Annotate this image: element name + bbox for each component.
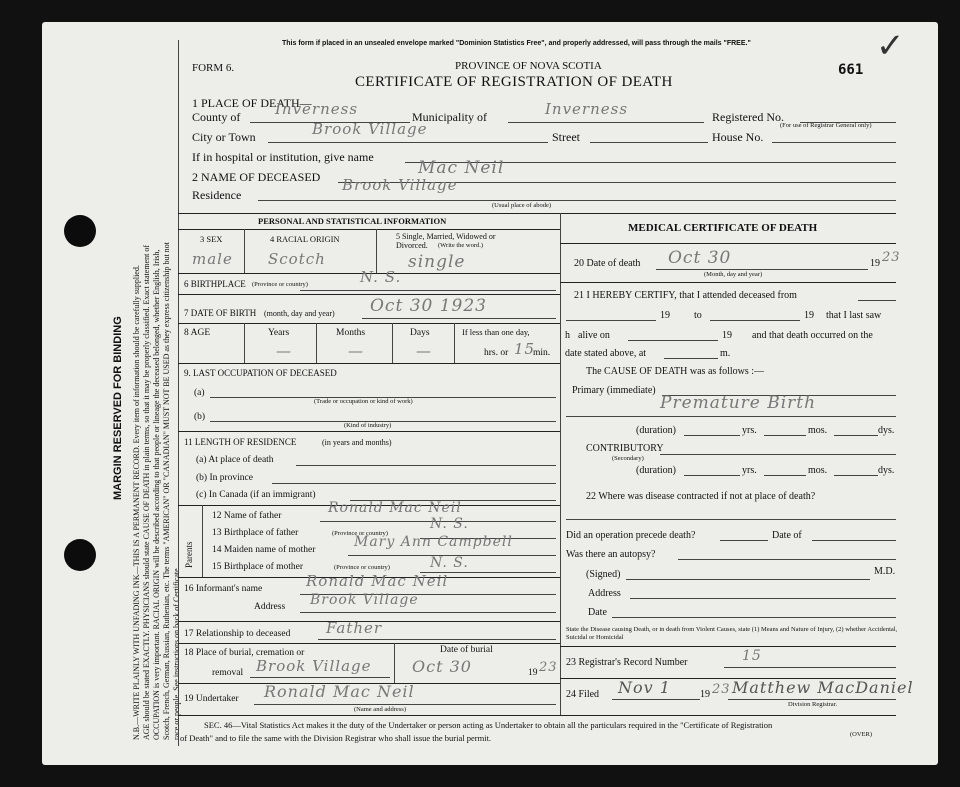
residence-label: Residence	[192, 188, 242, 202]
secondary-note: (Secondary)	[612, 455, 644, 462]
informant-address-line	[300, 612, 556, 613]
racial-origin-value: Scotch	[268, 250, 326, 268]
duration-days-line-2	[834, 475, 878, 476]
city-label: City or Town	[192, 130, 256, 144]
row-line	[178, 431, 560, 432]
physician-address-line	[630, 598, 896, 599]
date-of-death-label: 20 Date of death	[574, 258, 641, 269]
street-line	[590, 142, 708, 143]
informant-label: 16 Informant's name	[184, 584, 263, 594]
autopsy-label: Was there an autopsy?	[566, 549, 656, 560]
registrar-use-note: (For use of Registrar General only)	[780, 122, 872, 129]
certify-blank-line	[566, 320, 656, 321]
margin-note-line: AGE should be stated EXACTLY. PHYSICIANS should state CAUSE OF DEATH in plain terms, so that it may be properly classified. Exact statement of	[142, 245, 151, 740]
deceased-name-value: Mac Neil	[418, 158, 505, 178]
form-number: FORM 6.	[192, 62, 235, 74]
certify-to: to	[694, 310, 702, 321]
municipality-value: Inverness	[545, 100, 629, 118]
in-province-line	[272, 483, 556, 484]
place-of-death-heading: 1 PLACE OF DEATH—	[192, 96, 312, 110]
record-number-line	[724, 667, 896, 668]
margin-note-line: Scotch, French, German, Russian, Ruthenian, etc. The terms "AMERICAN" OR "CANADIAN" MUST NOT BE USED as they express citizenship but not	[162, 242, 171, 740]
autopsy-line	[678, 559, 896, 560]
county-label: County of	[192, 110, 241, 124]
certificate-number: 661	[838, 62, 864, 78]
row-line	[178, 323, 560, 324]
burial-year-prefix: 19	[528, 668, 538, 678]
marital-label-1: 5 Single, Married, Widowed or	[396, 232, 496, 241]
duration-months-line	[764, 435, 806, 436]
at-place-label: (a) At place of death	[196, 455, 274, 465]
duration-mos: mos.	[808, 425, 828, 436]
marital-status-value: single	[408, 252, 466, 272]
informant-address-label: Address	[254, 602, 286, 612]
mother-birthplace-label: 15 Birthplace of mother	[212, 562, 304, 572]
hrs-label: hrs. or	[484, 348, 509, 358]
duration-label: (duration)	[636, 425, 676, 436]
filed-year-prefix: 19	[700, 689, 710, 700]
registrar-signature: Matthew MacDaniel	[732, 678, 914, 697]
removal-label: removal	[212, 668, 244, 678]
margin-reserved-label: MARGIN RESERVED FOR BINDING	[112, 316, 124, 500]
months-value: —	[348, 342, 364, 360]
duration-yrs-2: yrs.	[742, 465, 757, 476]
filed-year-value: 23	[712, 682, 731, 697]
certify-line-1: 21 I HEREBY CERTIFY, that I attended deceased from	[574, 290, 797, 301]
burial-place-label: 18 Place of burial, cremation or	[184, 648, 305, 658]
date-of-birth-label: 7 DATE OF BIRTH	[184, 308, 257, 318]
duration-dys: dys.	[878, 425, 895, 436]
primary-cause-value: Premature Birth	[660, 393, 817, 413]
date-of-death-value: Oct 30	[668, 248, 732, 268]
duration-dys-2: dys.	[878, 465, 895, 476]
form-left-border	[178, 40, 179, 746]
mother-birthplace-note: (Province or country)	[334, 564, 390, 571]
undertaker-note: (Name and address)	[354, 706, 406, 713]
cell-divider	[454, 323, 455, 363]
municipality-label: Municipality of	[412, 110, 487, 124]
birthplace-label: 6 BIRTHPLACE	[184, 279, 246, 289]
relationship-label: 17 Relationship to deceased	[184, 629, 291, 639]
sex-value: male	[192, 250, 233, 268]
minutes-value: 15	[514, 340, 536, 358]
row-line	[560, 282, 896, 283]
mother-name-label: 14 Maiden name of mother	[212, 545, 316, 555]
primary-cause-label: Primary (immediate)	[572, 385, 656, 396]
margin-note-line: race or people. See instructions on back of Certificate.	[172, 566, 181, 740]
municipality-line	[508, 122, 704, 123]
death-year-prefix: 19	[870, 258, 880, 269]
cell-divider	[392, 323, 393, 363]
mother-name-value: Mary Ann Campbell	[354, 534, 513, 550]
cell-divider	[316, 323, 317, 363]
in-canada-label: (c) In Canada (if an immigrant)	[196, 490, 316, 500]
operation-date-line	[812, 540, 896, 541]
occupation-a-note: (Trade or occupation or kind of work)	[314, 398, 413, 405]
row-line	[560, 243, 896, 244]
md-label: M.D.	[874, 566, 896, 577]
deceased-name-label: 2 NAME OF DECEASED	[192, 170, 321, 184]
certify-year-1: 19	[660, 310, 670, 321]
margin-note-line: N.B.—WRITE PLAINLY WITH UNFADING INK—THIS IS A PERMANENT RECORD. Every item of information should be carefully supplied.	[132, 265, 141, 740]
column-divider	[560, 213, 561, 715]
binding-hole-top	[64, 215, 96, 247]
date-of-birth-line	[362, 318, 556, 319]
certificate-title: CERTIFICATE OF REGISTRATION OF DEATH	[355, 74, 673, 90]
age-label: 8 AGE	[184, 328, 211, 338]
certify-alive-line	[628, 340, 718, 341]
certify-date-stated: date stated above, at	[565, 348, 647, 359]
certify-to-line	[710, 320, 800, 321]
duration-label-2: (duration)	[636, 465, 676, 476]
relationship-line	[318, 639, 556, 640]
birthplace-note: (Province or country)	[252, 281, 308, 288]
cell-divider	[244, 229, 245, 273]
footer-line-1: SEC. 46—Vital Statistics Act makes it the duty of the Undertaker or person acting as Undertaker to obtain all the particulars required in the "Certificate of Registration	[204, 720, 773, 730]
date-of-birth-note: (month, day and year)	[264, 309, 335, 318]
house-no-label: House No.	[712, 130, 764, 144]
date-of-death-note: (Month, day and year)	[704, 271, 763, 278]
primary-cause-line-2	[566, 416, 896, 417]
burial-date-label: Date of burial	[440, 645, 493, 655]
registrar-signature-line	[728, 699, 896, 700]
father-birthplace-label: 13 Birthplace of father	[212, 528, 299, 538]
undertaker-label: 19 Undertaker	[184, 694, 239, 704]
filed-label: 24 Filed	[566, 689, 600, 700]
row-line	[178, 363, 560, 364]
months-label: Months	[336, 328, 366, 338]
binding-hole-bottom	[64, 539, 96, 571]
at-place-line	[296, 465, 556, 466]
filed-date-value: Nov 1	[618, 678, 671, 697]
county-value: Inverness	[275, 100, 359, 118]
death-year-value: 23	[882, 250, 901, 265]
less-than-day-label: If less than one day,	[462, 327, 530, 337]
racial-origin-label: 4 RACIAL ORIGIN	[270, 234, 340, 244]
physician-date-label: Date	[588, 607, 607, 618]
marital-note: (Write the word.)	[438, 242, 484, 249]
violent-causes-note: State the Disease causing Death, or in death from Violent Causes, state (1) Means and Nature of Injury, (2) whether Accidental, Suicidal or Homicidal	[566, 626, 898, 641]
medical-heading: MEDICAL CERTIFICATE OF DEATH	[628, 222, 818, 234]
division-registrar-label: Division Registrar.	[788, 701, 838, 708]
personal-info-heading: PERSONAL AND STATISTICAL INFORMATION	[258, 216, 447, 226]
duration-yrs: yrs.	[742, 425, 757, 436]
disease-contracted-line	[566, 519, 896, 520]
signed-line	[626, 579, 870, 580]
city-value: Brook Village	[312, 120, 428, 138]
father-name-label: 12 Name of father	[212, 511, 282, 521]
footer-over: (OVER)	[850, 731, 873, 738]
birthplace-line	[300, 290, 556, 291]
date-of-death-line	[656, 269, 868, 270]
street-label: Street	[552, 130, 580, 144]
operation-line	[720, 540, 768, 541]
parents-label: Parents	[184, 541, 194, 568]
cause-of-death-label: The CAUSE OF DEATH was as follows :—	[586, 366, 765, 377]
footer-line-2: of Death" and to file the same with the Division Registrar who shall issue the burial permit.	[180, 733, 492, 743]
date-of-birth-value: Oct 30 1923	[370, 296, 487, 316]
house-no-line	[772, 142, 896, 143]
mail-notice: This form if placed in an unsealed envelope marked "Dominion Statistics Free", and properly addressed, will pass through the mails "FREE."	[282, 40, 751, 47]
city-line	[268, 142, 548, 143]
occupation-b: (b)	[194, 412, 206, 422]
residence-length-note: (in years and months)	[322, 438, 392, 447]
burial-place-value: Brook Village	[256, 657, 372, 675]
cell-divider	[376, 229, 377, 273]
contributory-label: CONTRIBUTORY	[586, 443, 664, 454]
duration-days-line	[834, 435, 878, 436]
margin-note-line: OCCUPATION is very important. RACIAL ORIGIN will be described according to that people or lineage the deceased belonged, whether English, Irish,	[152, 249, 161, 740]
duration-years-line-2	[684, 475, 740, 476]
in-province-label: (b) In province	[196, 473, 253, 483]
duration-months-line-2	[764, 475, 806, 476]
burial-date-value: Oct 30	[412, 657, 472, 676]
duration-years-line	[684, 435, 740, 436]
section-divider	[178, 213, 896, 214]
certify-m: m.	[720, 348, 731, 359]
footer-divider	[178, 715, 896, 716]
residence-value: Brook Village	[342, 176, 458, 194]
certify-alive-on: alive on	[578, 330, 610, 341]
years-label: Years	[268, 328, 290, 338]
occupation-a: (a)	[194, 388, 205, 398]
years-value: —	[276, 342, 292, 360]
operation-label: Did an operation precede death?	[566, 530, 696, 541]
burial-year-value: 23	[539, 660, 558, 675]
residence-length-label: 11 LENGTH OF RESIDENCE	[184, 437, 297, 447]
cell-divider	[394, 643, 395, 683]
certify-year-3: 19	[722, 330, 732, 341]
signed-label: (Signed)	[586, 569, 621, 580]
father-birthplace-value: N. S.	[430, 516, 469, 532]
min-label: min.	[533, 348, 551, 358]
province-heading: PROVINCE OF NOVA SCOTIA	[455, 60, 602, 72]
father-birthplace-note: (Province or country)	[332, 530, 388, 537]
certify-from-line	[858, 300, 896, 301]
certify-time-line	[664, 358, 718, 359]
hospital-label: If in hospital or institution, give name	[192, 150, 374, 164]
check-mark-icon: ✓	[876, 26, 905, 66]
row-line	[178, 294, 560, 295]
residence-line	[258, 200, 896, 201]
record-number-label: 23 Registrar's Record Number	[566, 657, 688, 668]
row-line	[560, 646, 896, 647]
burial-place-line	[250, 677, 390, 678]
sex-label: 3 SEX	[200, 234, 223, 244]
contributory-line	[660, 454, 896, 455]
duration-mos-2: mos.	[808, 465, 828, 476]
disease-contracted-label: 22 Where was disease contracted if not at place of death?	[586, 491, 816, 502]
certify-year-2: 19	[804, 310, 814, 321]
mother-birthplace-value: N. S.	[430, 555, 469, 571]
relationship-value: Father	[326, 619, 383, 637]
undertaker-value: Ronald Mac Neil	[264, 682, 415, 701]
days-value: —	[416, 342, 432, 360]
residence-note: (Usual place of abode)	[492, 202, 552, 209]
filed-date-line	[612, 699, 700, 700]
certify-death-occurred: and that death occurred on the	[752, 330, 873, 341]
registered-no-label: Registered No.	[712, 110, 784, 124]
undertaker-line	[254, 704, 556, 705]
days-label: Days	[410, 328, 430, 338]
occupation-b-note: (Kind of industry)	[344, 422, 392, 429]
record-number-value: 15	[742, 648, 762, 664]
marital-label-2: Divorced.	[396, 241, 428, 250]
birthplace-value: N. S.	[360, 268, 402, 286]
informant-value: Ronald Mac Neil	[306, 572, 449, 590]
physician-date-line	[612, 617, 896, 618]
informant-address-value: Brook Village	[310, 592, 419, 608]
parents-divider	[202, 505, 203, 577]
cell-divider	[244, 323, 245, 363]
father-name-value: Ronald Mac Neil	[328, 500, 462, 516]
certify-h: h	[565, 330, 570, 341]
row-line	[178, 643, 560, 644]
occupation-label: 9. LAST OCCUPATION OF DECEASED	[184, 368, 337, 378]
certify-last-saw: that I last saw	[826, 310, 882, 321]
physician-address-label: Address	[588, 588, 621, 599]
operation-date-label: Date of	[772, 530, 802, 541]
row-line	[178, 229, 560, 230]
